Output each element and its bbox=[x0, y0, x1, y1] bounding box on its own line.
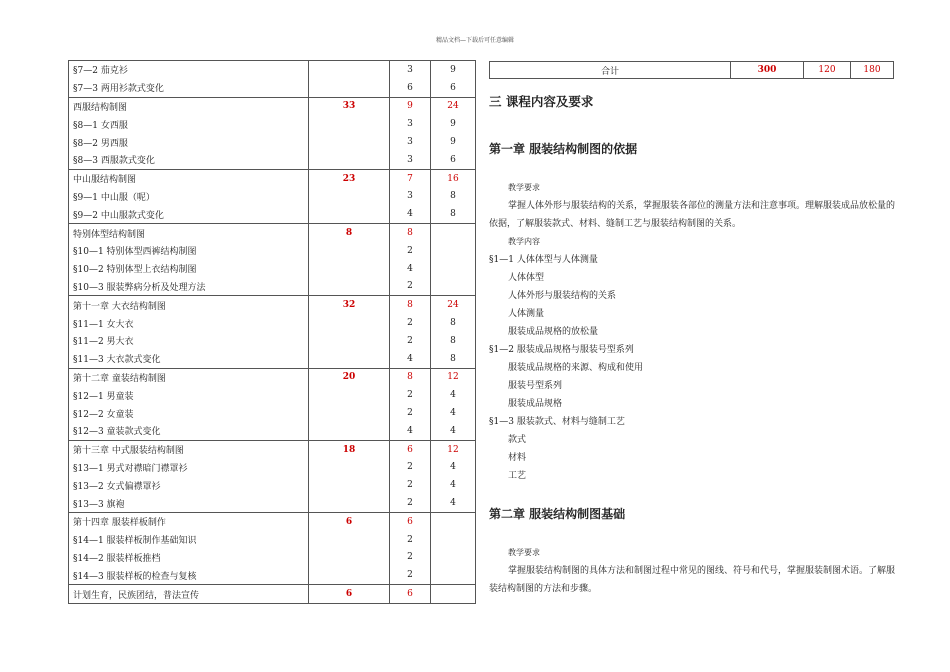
row-total-hours bbox=[309, 61, 390, 79]
row-practice-hours: 4 bbox=[431, 494, 476, 512]
row-practice-hours: 12 bbox=[431, 440, 476, 458]
chapter2-req-text: 掌握服装结构制图的具体方法和制图过程中常见的图线、符号和代号，掌握服装制图术语。了解服装结构制图的方法和步骤。 bbox=[489, 566, 896, 594]
table-row bbox=[69, 476, 476, 494]
header-note: 精品文档—下载后可任意编辑 bbox=[435, 37, 514, 44]
table-row bbox=[69, 440, 476, 458]
total-row bbox=[490, 62, 894, 79]
row-total-hours bbox=[309, 151, 390, 169]
row-theory-hours: 6 bbox=[390, 585, 431, 604]
row-theory-hours: 3 bbox=[390, 151, 431, 169]
row-theory-hours: 2 bbox=[390, 531, 431, 549]
row-title: §7—2 茄克衫 bbox=[69, 61, 309, 79]
row-theory-hours: 4 bbox=[390, 260, 431, 278]
row-title: §11—3 大衣款式变化 bbox=[69, 350, 309, 368]
total-theory: 120 bbox=[804, 62, 851, 79]
list-item: 服装号型系列 bbox=[508, 381, 563, 391]
row-theory-hours: 6 bbox=[390, 512, 431, 530]
table-row bbox=[69, 531, 476, 549]
row-practice-hours: 6 bbox=[431, 151, 476, 169]
row-title: §12—3 童装款式变化 bbox=[69, 422, 309, 440]
table-row bbox=[69, 422, 476, 440]
table-row bbox=[69, 459, 476, 477]
chapter2-req-head: 教学要求 bbox=[508, 548, 540, 557]
row-theory-hours: 2 bbox=[390, 494, 431, 512]
row-practice-hours: 9 bbox=[431, 61, 476, 79]
table-row bbox=[69, 169, 476, 187]
row-total-hours: 32 bbox=[309, 296, 390, 314]
table-row bbox=[69, 260, 476, 278]
row-practice-hours: 24 bbox=[431, 296, 476, 314]
row-theory-hours: 2 bbox=[390, 314, 431, 332]
chapter1-req-text: 掌握人体外形与服装结构的关系，掌握服装各部位的测量方法和注意事项。理解服装成品放松量的依据，了解服装款式、材料、缝制工艺与服装结构制图的关系。 bbox=[489, 201, 896, 229]
row-title: 西服结构制图 bbox=[69, 97, 309, 115]
row-total-hours bbox=[309, 566, 390, 584]
table-row bbox=[69, 512, 476, 530]
row-title: §14—2 服装样板推档 bbox=[69, 549, 309, 567]
row-theory-hours: 3 bbox=[390, 61, 431, 79]
list-item: 人体体型 bbox=[508, 273, 545, 283]
row-practice-hours: 9 bbox=[431, 115, 476, 133]
row-total-hours bbox=[309, 422, 390, 440]
row-title: §8—1 女西服 bbox=[69, 115, 309, 133]
row-total-hours bbox=[309, 314, 390, 332]
table-row bbox=[69, 205, 476, 223]
row-total-hours: 6 bbox=[309, 585, 390, 604]
row-title: 特别体型结构制图 bbox=[69, 224, 309, 242]
row-theory-hours: 3 bbox=[390, 133, 431, 151]
row-total-hours bbox=[309, 531, 390, 549]
row-practice-hours bbox=[431, 278, 476, 296]
row-theory-hours: 3 bbox=[390, 188, 431, 206]
row-theory-hours: 4 bbox=[390, 350, 431, 368]
row-title: 第十三章 中式服装结构制图 bbox=[69, 440, 309, 458]
row-practice-hours bbox=[431, 566, 476, 584]
section-heading: §1—2 服装成品规格与服装号型系列 bbox=[489, 345, 634, 355]
section-heading: §1—3 服装款式、材料与缝制工艺 bbox=[489, 417, 625, 427]
row-theory-hours: 2 bbox=[390, 459, 431, 477]
table-row bbox=[69, 242, 476, 260]
table-row bbox=[69, 494, 476, 512]
row-total-hours bbox=[309, 332, 390, 350]
row-title: 第十二章 童装结构制图 bbox=[69, 368, 309, 386]
row-practice-hours: 4 bbox=[431, 422, 476, 440]
row-practice-hours: 8 bbox=[431, 205, 476, 223]
table-row bbox=[69, 133, 476, 151]
row-practice-hours: 4 bbox=[431, 459, 476, 477]
chapter1-req-head: 教学要求 bbox=[508, 183, 540, 192]
row-theory-hours: 6 bbox=[390, 79, 431, 97]
table-row bbox=[69, 314, 476, 332]
table-row bbox=[69, 549, 476, 567]
total-practice: 180 bbox=[851, 62, 894, 79]
row-theory-hours: 7 bbox=[390, 169, 431, 187]
row-title: 第十一章 大衣结构制图 bbox=[69, 296, 309, 314]
section-title: 三 课程内容及要求 bbox=[489, 94, 594, 109]
table-row bbox=[69, 404, 476, 422]
schedule-table bbox=[68, 60, 476, 604]
row-practice-hours bbox=[431, 224, 476, 242]
row-total-hours bbox=[309, 205, 390, 223]
row-practice-hours: 8 bbox=[431, 350, 476, 368]
row-theory-hours: 4 bbox=[390, 205, 431, 223]
row-total-hours bbox=[309, 404, 390, 422]
total-table bbox=[489, 61, 894, 79]
row-title: §14—3 服装样板的检查与复核 bbox=[69, 566, 309, 584]
row-theory-hours: 2 bbox=[390, 549, 431, 567]
row-theory-hours: 4 bbox=[390, 422, 431, 440]
row-practice-hours: 4 bbox=[431, 404, 476, 422]
row-title: §11—1 女大衣 bbox=[69, 314, 309, 332]
table-row bbox=[69, 566, 476, 584]
list-item: 服装成品规格的放松量 bbox=[508, 327, 599, 337]
row-theory-hours: 2 bbox=[390, 404, 431, 422]
row-theory-hours: 9 bbox=[390, 97, 431, 115]
row-theory-hours: 8 bbox=[390, 296, 431, 314]
row-total-hours bbox=[309, 494, 390, 512]
row-total-hours: 8 bbox=[309, 224, 390, 242]
row-theory-hours: 6 bbox=[390, 440, 431, 458]
row-total-hours bbox=[309, 242, 390, 260]
row-practice-hours bbox=[431, 512, 476, 530]
table-row bbox=[69, 296, 476, 314]
row-title: §10—2 特别体型上衣结构制图 bbox=[69, 260, 309, 278]
row-practice-hours: 16 bbox=[431, 169, 476, 187]
chapter1-title: 第一章 服装结构制图的依据 bbox=[489, 142, 638, 156]
row-practice-hours: 8 bbox=[431, 314, 476, 332]
row-theory-hours: 2 bbox=[390, 566, 431, 584]
row-title: 中山服结构制图 bbox=[69, 169, 309, 187]
list-item: 材料 bbox=[508, 453, 527, 463]
table-row bbox=[69, 61, 476, 79]
row-theory-hours: 3 bbox=[390, 115, 431, 133]
table-row bbox=[69, 332, 476, 350]
row-title: §13—3 旗袍 bbox=[69, 494, 309, 512]
table-row bbox=[69, 386, 476, 404]
row-practice-hours bbox=[431, 260, 476, 278]
row-total-hours bbox=[309, 459, 390, 477]
row-practice-hours: 24 bbox=[431, 97, 476, 115]
row-title: §9—2 中山服款式变化 bbox=[69, 205, 309, 223]
row-practice-hours: 8 bbox=[431, 188, 476, 206]
table-row bbox=[69, 350, 476, 368]
table-row bbox=[69, 368, 476, 386]
course-content bbox=[489, 92, 899, 598]
row-total-hours: 18 bbox=[309, 440, 390, 458]
row-practice-hours: 8 bbox=[431, 332, 476, 350]
row-total-hours bbox=[309, 133, 390, 151]
row-practice-hours: 4 bbox=[431, 386, 476, 404]
table-row bbox=[69, 115, 476, 133]
row-title: §12—1 男童装 bbox=[69, 386, 309, 404]
row-total-hours: 23 bbox=[309, 169, 390, 187]
row-title: §13—2 女式偏襟罩衫 bbox=[69, 476, 309, 494]
row-theory-hours: 8 bbox=[390, 368, 431, 386]
row-title: §11—2 男大衣 bbox=[69, 332, 309, 350]
row-total-hours bbox=[309, 79, 390, 97]
row-practice-hours: 9 bbox=[431, 133, 476, 151]
table-row bbox=[69, 585, 476, 604]
row-theory-hours: 2 bbox=[390, 386, 431, 404]
row-title: §10—1 特别体型西裤结构制图 bbox=[69, 242, 309, 260]
row-total-hours bbox=[309, 476, 390, 494]
table-row bbox=[69, 97, 476, 115]
row-practice-hours: 6 bbox=[431, 79, 476, 97]
chapter2-title: 第二章 服装结构制图基础 bbox=[489, 507, 626, 521]
row-title: 第十四章 服装样板制作 bbox=[69, 512, 309, 530]
row-total-hours: 6 bbox=[309, 512, 390, 530]
row-practice-hours bbox=[431, 585, 476, 604]
row-title: §8—2 男西服 bbox=[69, 133, 309, 151]
row-theory-hours: 2 bbox=[390, 332, 431, 350]
total-hours: 300 bbox=[731, 62, 804, 79]
row-total-hours bbox=[309, 260, 390, 278]
row-practice-hours: 12 bbox=[431, 368, 476, 386]
row-practice-hours bbox=[431, 531, 476, 549]
row-total-hours bbox=[309, 188, 390, 206]
row-total-hours bbox=[309, 386, 390, 404]
row-title: §7—3 两用衫款式变化 bbox=[69, 79, 309, 97]
row-title: §12—2 女童装 bbox=[69, 404, 309, 422]
row-total-hours bbox=[309, 549, 390, 567]
list-item: 款式 bbox=[508, 435, 527, 445]
row-theory-hours: 2 bbox=[390, 242, 431, 260]
list-item: 工艺 bbox=[508, 471, 527, 481]
chapter1-content-head: 教学内容 bbox=[508, 237, 540, 246]
row-total-hours bbox=[309, 350, 390, 368]
row-total-hours: 33 bbox=[309, 97, 390, 115]
table-row bbox=[69, 79, 476, 97]
row-total-hours: 20 bbox=[309, 368, 390, 386]
row-theory-hours: 2 bbox=[390, 278, 431, 296]
row-total-hours bbox=[309, 115, 390, 133]
list-item: 服装成品规格的来源、构成和使用 bbox=[508, 363, 644, 373]
row-theory-hours: 8 bbox=[390, 224, 431, 242]
total-label: 合计 bbox=[490, 62, 731, 79]
table-row bbox=[69, 278, 476, 296]
section-heading: §1—1 人体体型与人体测量 bbox=[489, 255, 598, 265]
table-row bbox=[69, 224, 476, 242]
row-total-hours bbox=[309, 278, 390, 296]
row-title: §9—1 中山服（呢） bbox=[69, 188, 309, 206]
row-practice-hours bbox=[431, 549, 476, 567]
row-theory-hours: 2 bbox=[390, 476, 431, 494]
list-item: 人体测量 bbox=[508, 309, 545, 319]
row-title: §13—1 男式对襟暗门襟罩衫 bbox=[69, 459, 309, 477]
row-title: §14—1 服装样板制作基础知识 bbox=[69, 531, 309, 549]
row-practice-hours bbox=[431, 242, 476, 260]
list-item: 人体外形与服装结构的关系 bbox=[508, 291, 617, 301]
row-title: §10—3 服装弊病分析及处理方法 bbox=[69, 278, 309, 296]
table-row bbox=[69, 151, 476, 169]
chapter1-items bbox=[489, 251, 899, 485]
row-title: §8—3 西服款式变化 bbox=[69, 151, 309, 169]
list-item: 服装成品规格 bbox=[508, 399, 563, 409]
row-title: 计划生育，民族团结，普法宣传 bbox=[69, 585, 309, 604]
table-row bbox=[69, 188, 476, 206]
row-practice-hours: 4 bbox=[431, 476, 476, 494]
